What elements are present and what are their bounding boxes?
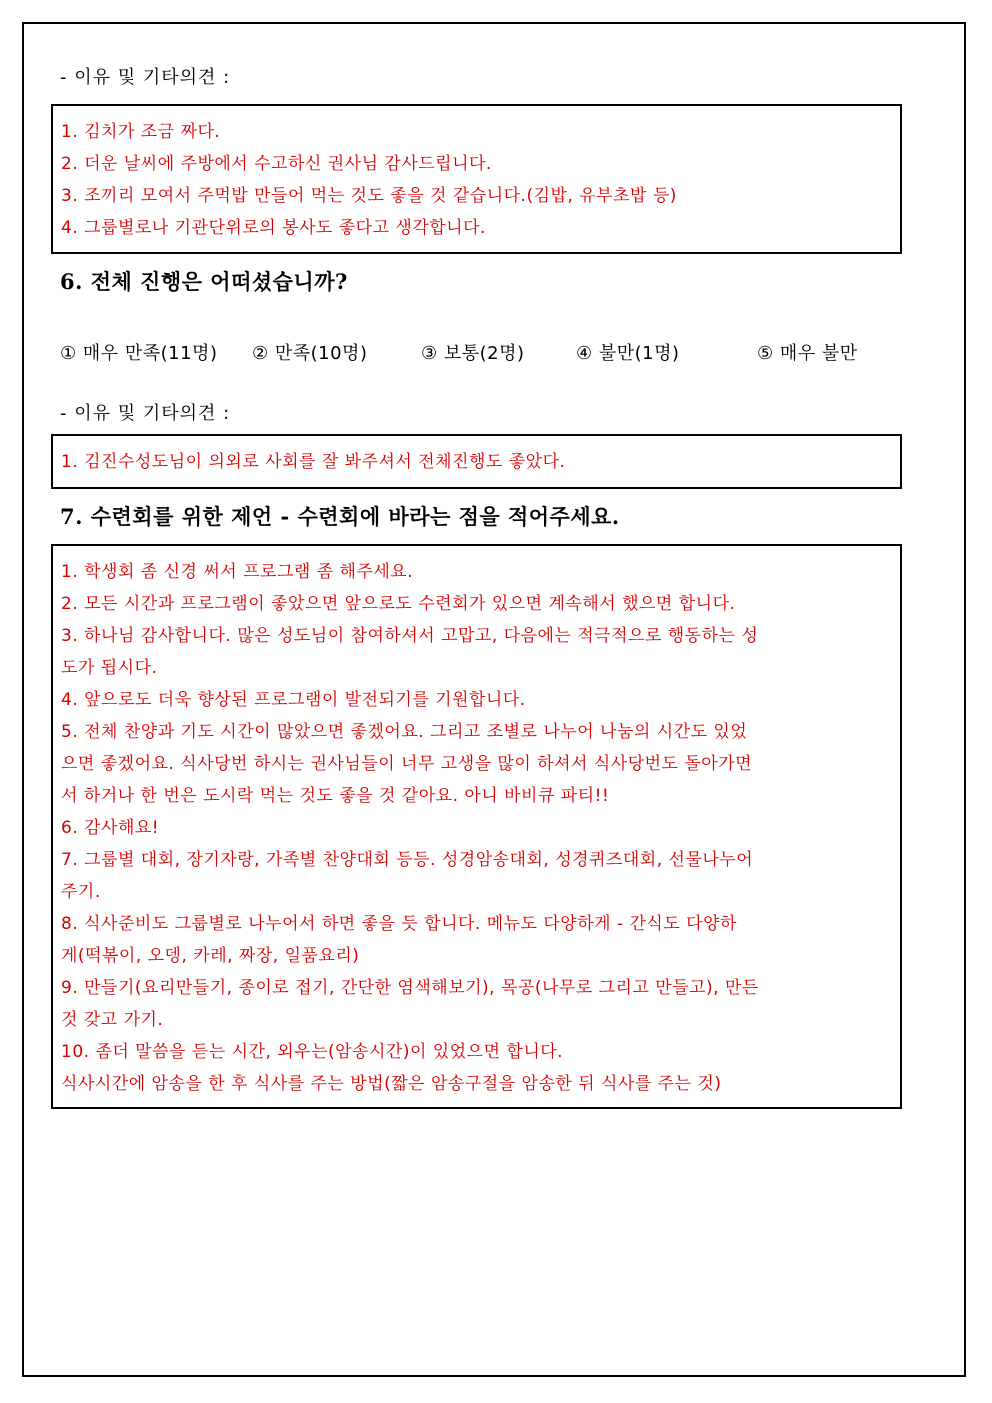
- answer-line: 1. 김치가 조금 짜다.: [61, 122, 221, 142]
- section6-answer-box: [51, 434, 902, 489]
- option-neutral: ③ 보통(2명): [421, 343, 525, 364]
- option-dissatisfied: ④ 불만(1명): [576, 343, 680, 364]
- question-6-title: 6. 전체 진행은 어떠셨습니까?: [60, 269, 348, 294]
- answer-line: 것 갖고 가기.: [61, 1010, 164, 1030]
- section5-answer-box: [51, 104, 902, 254]
- section6-reason-label: - 이유 및 기타의견 :: [60, 403, 231, 424]
- option-very-dissatisfied: ⑤ 매우 불만: [757, 343, 858, 364]
- answer-line: 4. 앞으로도 더욱 향상된 프로그램이 발전되기를 기원합니다.: [61, 690, 526, 710]
- answer-line: 2. 더운 날씨에 주방에서 수고하신 권사님 감사드립니다.: [61, 154, 492, 174]
- answer-line: 식사시간에 암송을 한 후 식사를 주는 방법(짧은 암송구절을 암송한 뒤 식사를 주는 것): [61, 1074, 722, 1094]
- answer-line: 1. 김진수성도님이 의외로 사회를 잘 봐주셔서 전체진행도 좋았다.: [61, 452, 566, 472]
- answer-line: 으면 좋겠어요. 식사당번 하시는 권사님들이 너무 고생을 많이 하셔서 식사당번도 돌아가면: [61, 754, 753, 774]
- option-satisfied: ② 만족(10명): [252, 343, 368, 364]
- answer-line: 4. 그룹별로나 기관단위로의 봉사도 좋다고 생각합니다.: [61, 218, 486, 238]
- answer-line: 도가 됩시다.: [61, 658, 158, 678]
- answer-line: 9. 만들기(요리만들기, 종이로 접기, 간단한 염색해보기), 목공(나무로 그리고 만들고), 만든: [61, 978, 759, 998]
- answer-line: 서 하거나 한 번은 도시락 먹는 것도 좋을 것 같아요. 아니 바비큐 파티!!: [61, 786, 610, 806]
- answer-line: 2. 모든 시간과 프로그램이 좋았으면 앞으로도 수련회가 있으면 계속해서 했으면 합니다.: [61, 594, 736, 614]
- question-7-title: 7. 수련회를 위한 제언 - 수련회에 바라는 점을 적어주세요.: [60, 504, 620, 529]
- answer-line: 6. 감사해요!: [61, 818, 160, 838]
- section7-answer-box: [51, 544, 902, 1109]
- answer-line: 게(떡볶이, 오뎅, 카레, 짜장, 일품요리): [61, 946, 360, 966]
- question-6-options: [60, 340, 920, 368]
- answer-line: 3. 하나님 감사합니다. 많은 성도님이 참여하셔서 고맙고, 다음에는 적극적으로 행동하는 성: [61, 626, 759, 646]
- answer-line: 8. 식사준비도 그룹별로 나누어서 하면 좋을 듯 합니다. 메뉴도 다양하게 - 간식도 다양하: [61, 914, 737, 934]
- answer-line: 3. 조끼리 모여서 주먹밥 만들어 먹는 것도 좋을 것 같습니다.(김밥, 유부초밥 등): [61, 186, 677, 206]
- answer-line: 5. 전체 찬양과 기도 시간이 많았으면 좋겠어요. 그리고 조별로 나누어 나눔의 시간도 있었: [61, 722, 748, 742]
- answer-line: 7. 그룹별 대회, 장기자랑, 가족별 찬양대회 등등. 성경암송대회, 성경퀴즈대회, 선물나누어: [61, 850, 754, 870]
- answer-line: 주기.: [61, 882, 101, 902]
- answer-line: 10. 좀더 말씀을 듣는 시간, 외우는(암송시간)이 있었으면 합니다.: [61, 1042, 564, 1062]
- answer-line: 1. 학생회 좀 신경 써서 프로그램 좀 해주세요.: [61, 562, 414, 582]
- option-very-satisfied: ① 매우 만족(11명): [60, 343, 218, 364]
- section5-reason-label: - 이유 및 기타의견 :: [60, 67, 231, 88]
